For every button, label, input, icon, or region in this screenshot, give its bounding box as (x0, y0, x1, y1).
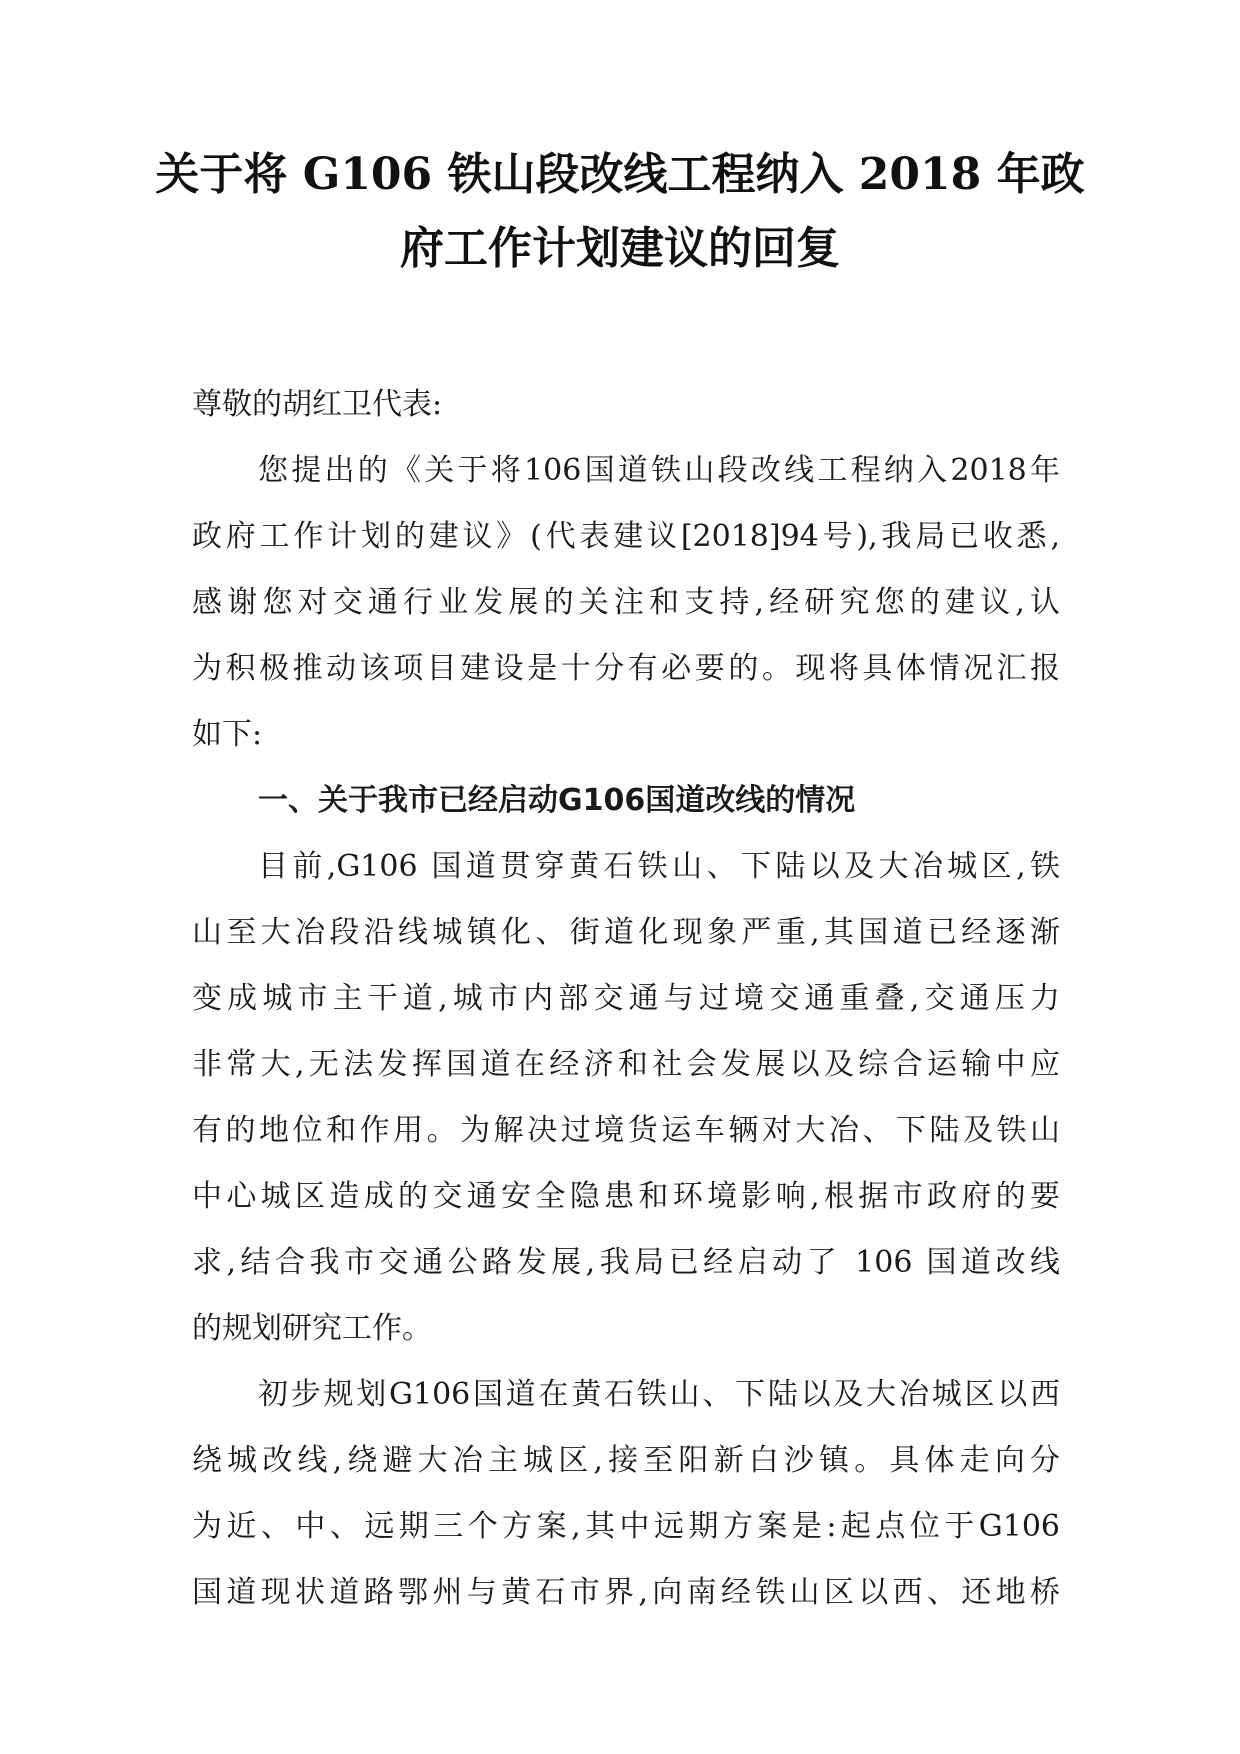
title-line-1: 关于将 G106 铁山段改线工程纳入 2018 年政 (155, 149, 1085, 200)
paragraph-1-line: 如下: (192, 717, 263, 752)
document-body (192, 372, 1060, 1626)
paragraph-1-line: 感谢您对交通行业发展的关注和支持,经研究您的建议,认 (192, 585, 1060, 620)
paragraph-3 (192, 1362, 1060, 1626)
paragraph-3-line: 初步规划G106国道在黄石铁山、下陆以及大冶城区以西 (258, 1377, 1060, 1412)
paragraph-2-line: 变成城市主干道,城市内部交通与过境交通重叠,交通压力 (192, 981, 1060, 1016)
paragraph-2-line: 有的地位和作用。为解决过境货运车辆对大冶、下陆及铁山 (192, 1113, 1060, 1148)
paragraph-2-line: 中心城区造成的交通安全隐患和环境影响,根据市政府的要 (192, 1179, 1060, 1214)
paragraph-3-line: 国道现状道路鄂州与黄石市界,向南经铁山区以西、还地桥 (192, 1575, 1060, 1610)
title-line-2: 府工作计划建议的回复 (400, 223, 840, 274)
paragraph-2 (192, 834, 1060, 1362)
paragraph-2-line: 的规划研究工作。 (192, 1311, 432, 1346)
document-title (150, 138, 1090, 286)
salutation: 尊敬的胡红卫代表: (192, 387, 443, 422)
paragraph-3-line: 绕城改线,绕避大冶主城区,接至阳新白沙镇。具体走向分 (192, 1443, 1060, 1478)
paragraph-1-line: 您提出的《关于将106国道铁山段改线工程纳入2018年 (258, 453, 1060, 488)
paragraph-2-line: 目前,G106 国道贯穿黄石铁山、下陆以及大冶城区,铁 (258, 849, 1060, 884)
paragraph-2-line: 山至大冶段沿线城镇化、街道化现象严重,其国道已经逐渐 (192, 915, 1060, 950)
paragraph-1-line: 为积极推动该项目建设是十分有必要的。现将具体情况汇报 (192, 651, 1060, 686)
paragraph-3-line: 为近、中、远期三个方案,其中远期方案是:起点位于G106 (192, 1509, 1060, 1544)
paragraph-2-line: 非常大,无法发挥国道在经济和社会发展以及综合运输中应 (192, 1047, 1060, 1082)
paragraph-1 (192, 438, 1060, 768)
paragraph-1-line: 政府工作计划的建议》(代表建议[2018]94号),我局已收悉, (192, 519, 1060, 554)
paragraph-2-line: 求,结合我市交通公路发展,我局已经启动了 106 国道改线 (192, 1245, 1060, 1280)
section-1-heading: 一、关于我市已经启动G106国道改线的情况 (258, 783, 856, 818)
